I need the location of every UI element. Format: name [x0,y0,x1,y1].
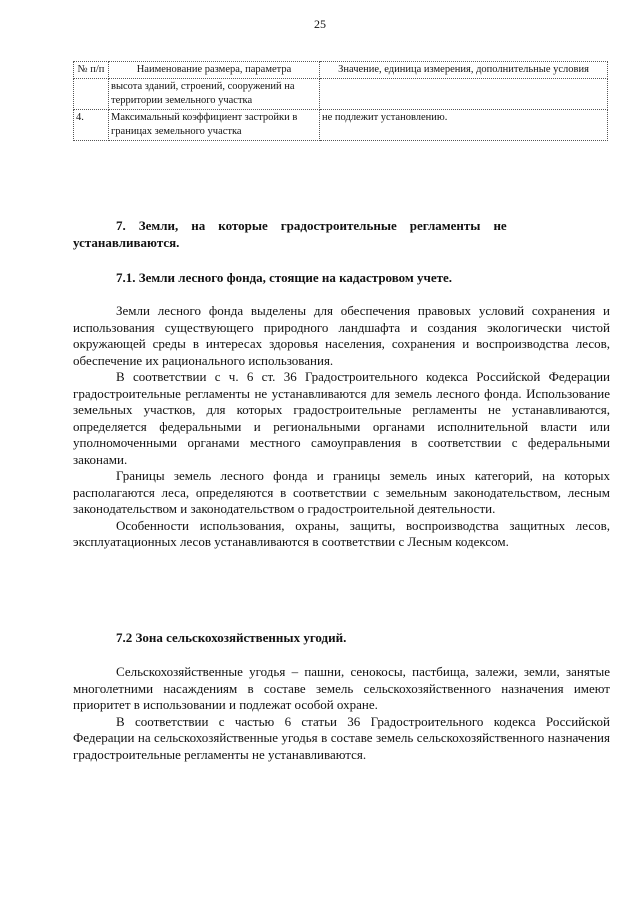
table-cell-number: 4. [74,110,109,141]
table-cell-name: Максимальный коэффициент застройки в границах земельного участка [109,110,320,141]
paragraph: Особенности использования, охраны, защиты, воспроизводства защитных лесов, эксплуатационных лесов устанавливаются в соответствии с Лесным кодексом. [73,517,610,549]
paragraph: Сельскохозяйственные угодья – пашни, сенокосы, пастбища, залежи, земли, занятые многолетними насаждениям в составе земель сельскохозяйственного назначения имеют приоритет в использовании и подлежат особой охране. [73,664,610,712]
section-7-heading: 7. Земли, на которые градостроительные регламенты не устанавливаются. [73,218,510,250]
table-cell-value [320,79,608,110]
table-cell-number [74,79,109,110]
table-cell-value: не подлежит установлению. [320,110,608,141]
table-header-name: Наименование размера, параметра [109,62,320,79]
paragraph: В соответствии с частью 6 статьи 36 Градостроительного кодекса Российской Федерации на сельскохозяйственные угодья в составе земель сельскохозяйственного назначения градостроительные регламенты не устанавливаются. [73,713,610,762]
paragraph: Земли лесного фонда выделены для обеспечения правовых условий сохранения и использования существующего природного ландшафта и создания экологически чистой окружающей среды в интересах здоровья населения, сохранения и воспроизводства лесов, обеспечение их рационального использования. [73,303,610,368]
table-row [74,79,608,110]
section-7-1-heading: 7.1. Земли лесного фонда, стоящие на кадастровом учете. [116,270,453,285]
table-header-row [74,62,608,79]
page-number: 25 [314,17,326,31]
section-7-2-heading: 7.2 Зона сельскохозяйственных угодий. [116,630,347,645]
paragraph: В соответствии с ч. 6 ст. 36 Градостроительного кодекса Российской Федерации градостроительные регламенты не устанавливаются для земель лесного фонда. Использование земельных участков, для которых градостроительные регламенты не устанавливаются, определяется федеральными и региональными органами исполнительной власти или уполномоченными органами местного самоуправления в соответствии с федеральными законами. [73,369,610,467]
section-7-2-body [73,664,610,763]
parameters-table [73,61,608,141]
table-cell-name: высота зданий, строений, сооружений на территории земельного участка [109,79,320,110]
table-row [74,110,608,141]
table-header-value: Значение, единица измерения, дополнительные условия [320,62,608,79]
table-header-number: № п/п [74,62,109,79]
paragraph: Границы земель лесного фонда и границы земель иных категорий, на которых располагаются леса, определяются в соответствии с земельным законодательством, лесным законодательством и законодательством о градостроительной деятельности. [73,468,610,516]
section-7-1-body [73,303,610,551]
